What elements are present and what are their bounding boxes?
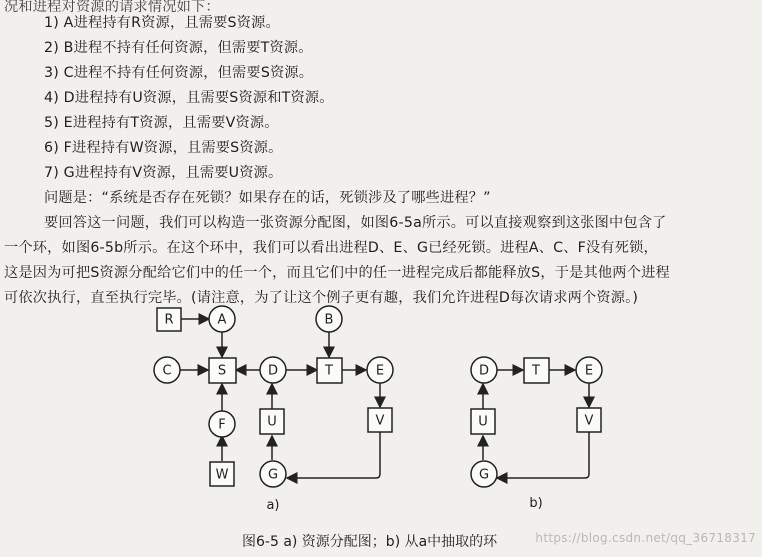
process-b-label: B [324, 312, 334, 328]
list-item: 3) C进程不持有任何资源，但需要S资源。 [44, 65, 314, 81]
process-d-label: D [267, 363, 279, 379]
question-line: 问题是：“系统是否存在死锁？如果存在的话，死锁涉及了哪些进程？” [44, 190, 491, 206]
list-item: 6) F进程持有W资源，且需要S资源。 [44, 140, 283, 156]
resource-u-label: U [478, 414, 488, 430]
node-labels [162, 313, 593, 483]
process-f-label: F [218, 417, 226, 433]
resource-r-label: R [164, 312, 174, 328]
paragraph-line: 要回答这一问题，我们可以构造一张资源分配图，如图6-5a所示。可以直接观察到这张图中包含了 [44, 215, 667, 231]
list-item: 2) B进程不持有任何资源，但需要T资源。 [44, 40, 313, 56]
diagram-a-label: a) [266, 498, 280, 513]
resource-u-label: U [267, 414, 277, 430]
diagram-b-label: b) [529, 496, 543, 511]
process-g-label: G [478, 467, 490, 483]
figure-caption: 图6-5 a) 资源分配图；b) 从a中抽取的环 [242, 534, 498, 550]
intro-partial-line: 况和进程对资源的请求情况如下： [4, 0, 220, 15]
list-item: 1) A进程持有R资源，且需要S资源。 [44, 15, 280, 31]
subfigure-labels [266, 496, 542, 513]
diagram-a-nodes [154, 306, 393, 487]
resource-w-label: W [215, 467, 229, 483]
list-item: 7) G进程持有V资源，且需要U资源。 [44, 165, 283, 181]
paragraph-line: 一个环，如图6-5b所示。在这个环中，我们可以看出进程D、E、G已经死锁。进程A、C、F没有死锁， [4, 240, 658, 256]
process-e-label: E [584, 363, 594, 379]
process-d-label: D [478, 363, 490, 379]
resource-t-label: T [325, 363, 333, 379]
paragraph-line: 可依次执行，直至执行完毕。(请注意，为了让这个例子更有趣，我们允许进程D每次请求两个资源。) [4, 290, 639, 306]
resource-t-label: T [532, 363, 540, 379]
process-c-label: C [162, 363, 172, 379]
list-item: 4) D进程持有U资源，且需要S资源和T资源。 [44, 90, 334, 106]
resource-v-label: V [584, 413, 594, 429]
paragraph-line: 这是因为可把S资源分配给它们中的任一个，而且它们中的任一进程完成后都能释放S，于是其他两个进程 [4, 265, 670, 281]
watermark: https://blog.csdn.net/qq_36718317 [535, 531, 756, 545]
resource-s-label: S [217, 363, 227, 379]
diagram-b-edges [483, 370, 589, 478]
diagram-a-edges [180, 319, 380, 478]
process-a-label: A [217, 312, 227, 328]
process-g-label: G [267, 467, 279, 483]
resource-v-label: V [375, 413, 385, 429]
process-e-label: E [375, 363, 385, 379]
list-item: 5) E进程持有T资源，且需要V资源。 [44, 115, 279, 131]
